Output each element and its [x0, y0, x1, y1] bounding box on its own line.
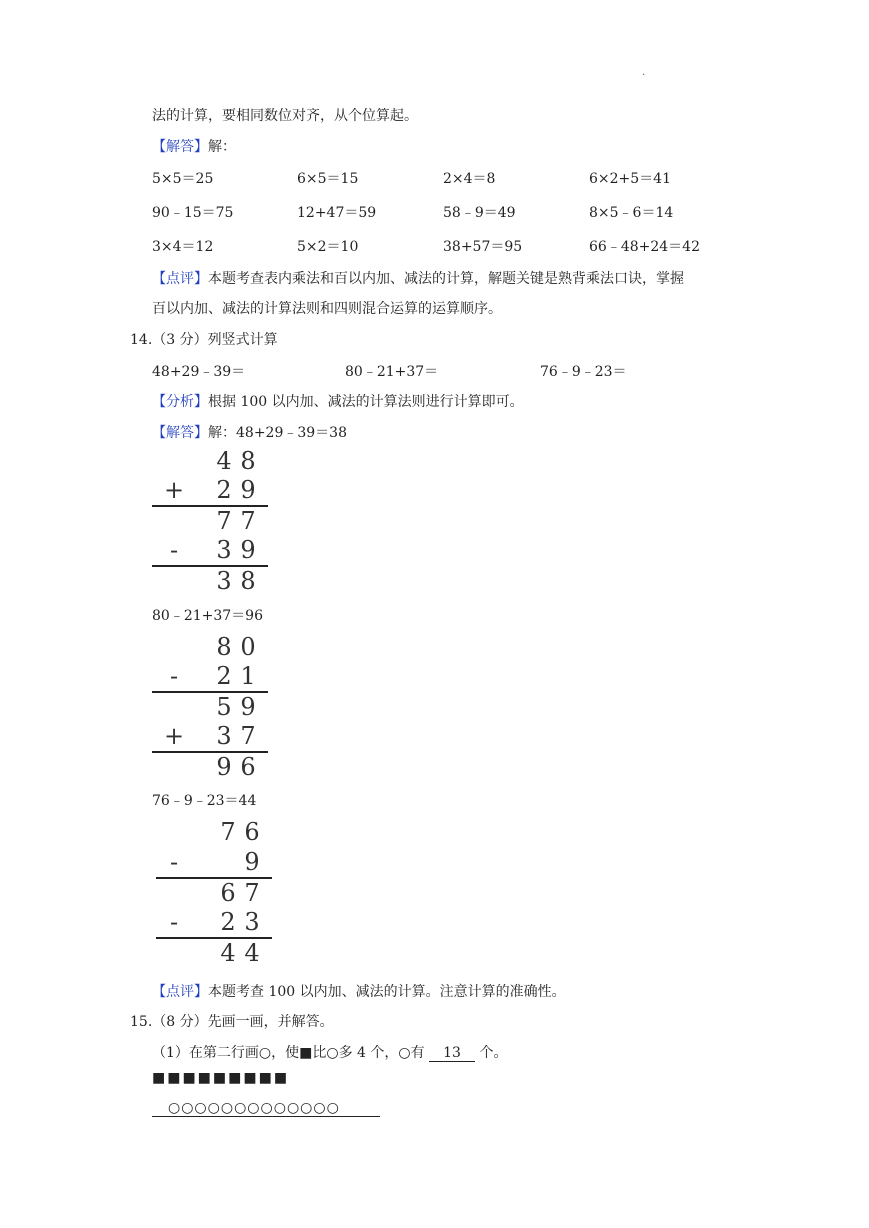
operator: -	[169, 848, 179, 876]
digit: 2	[220, 908, 236, 936]
q14-problem: 80﹣21+37＝	[345, 364, 439, 380]
digit: 7	[220, 818, 236, 846]
digit: 0	[240, 633, 256, 661]
digit: 6	[220, 879, 236, 907]
q13-comment-line2: 百以内加、减法的计算法则和四则混合运算的运算顺序。	[152, 301, 502, 317]
comment-tag: 【点评】	[152, 984, 208, 1000]
intro-line: 法的计算，要相同数位对齐，从个位算起。	[152, 108, 418, 124]
digit: 2	[216, 662, 232, 690]
operator: -	[169, 536, 179, 564]
result-cell: 6×2+5＝41	[589, 171, 671, 187]
q14-answer	[152, 422, 347, 442]
digit: 2	[216, 476, 232, 504]
q14-problem: 76﹣9﹣23＝	[540, 364, 627, 380]
q14-analysis	[152, 391, 524, 411]
digit: 3	[216, 567, 232, 595]
digit: 6	[240, 753, 256, 781]
result-cell: 58﹣9＝49	[443, 205, 516, 221]
digit: 5	[216, 693, 232, 721]
comment-tag: 【点评】	[152, 271, 208, 287]
comment-text: 本题考查 100 以内加、减法的计算。注意计算的准确性。	[208, 984, 566, 1000]
q13-comment-line1	[152, 268, 684, 288]
digit: 8	[240, 447, 256, 475]
result-cell: 38+57＝95	[443, 239, 523, 255]
circle-row: ○○○○○○○○○○○○○	[152, 1100, 380, 1117]
operator: +	[163, 476, 185, 504]
digit: 8	[240, 567, 256, 595]
result-cell: 66﹣48+24＝42	[589, 239, 700, 255]
q14-equation-3: 76﹣9﹣23＝44	[152, 793, 257, 809]
digit: 9	[240, 476, 256, 504]
sub1-suffix: 个。	[479, 1045, 508, 1061]
digit: 7	[216, 507, 232, 535]
digit: 7	[240, 722, 256, 750]
q14-equation-2: 80﹣21+37＝96	[152, 608, 263, 624]
q15-title: 15.（8 分）先画一画，并解答。	[130, 1014, 334, 1030]
q14-title: 14.（3 分）列竖式计算	[130, 332, 278, 348]
answer-text: 解：48+29﹣39＝38	[208, 425, 347, 441]
result-cell: 6×5＝15	[297, 171, 359, 187]
operator: -	[169, 662, 179, 690]
comment-text: 本题考查表内乘法和百以内加、减法的计算，解题关键是熟背乘法口诀，掌握	[208, 271, 684, 287]
answer-text: 解：	[208, 139, 236, 155]
digit: 8	[216, 633, 232, 661]
digit: 3	[216, 722, 232, 750]
vertical-calc-1	[152, 446, 272, 596]
result-cell: 5×2＝10	[297, 239, 359, 255]
result-cell: 12+47＝59	[297, 205, 377, 221]
digit: 3	[216, 536, 232, 564]
page-mark: ·	[642, 70, 646, 81]
digit: 4	[216, 447, 232, 475]
digit: 4	[220, 939, 236, 967]
answer-tag: 【解答】	[152, 425, 208, 441]
operator: -	[169, 908, 179, 936]
result-cell: 5×5＝25	[152, 171, 214, 187]
result-cell: 8×5﹣6＝14	[589, 205, 674, 221]
digit: 7	[244, 879, 260, 907]
answer-blank: 13	[429, 1045, 475, 1062]
analysis-tag: 【分析】	[152, 394, 208, 410]
square-row: ■■■■■■■■■	[152, 1070, 290, 1086]
digit: 1	[240, 662, 256, 690]
q15-sub1	[152, 1042, 508, 1062]
result-cell: 3×4＝12	[152, 239, 214, 255]
digit: 6	[244, 818, 260, 846]
q14-problem: 48+29﹣39＝	[152, 364, 246, 380]
digit: 9	[240, 536, 256, 564]
result-cell: 2×4＝8	[443, 171, 496, 187]
digit: 4	[244, 939, 260, 967]
analysis-text: 根据 100 以内加、减法的计算法则进行计算即可。	[208, 394, 524, 410]
vertical-calc-2	[152, 632, 272, 782]
vertical-calc-3	[156, 817, 276, 967]
digit: 9	[244, 848, 260, 876]
q14-comment	[152, 981, 566, 1001]
digit: 9	[216, 753, 232, 781]
result-cell: 90﹣15＝75	[152, 205, 234, 221]
digit: 3	[244, 908, 260, 936]
q13-answer-line	[152, 136, 236, 156]
operator: +	[163, 722, 185, 750]
digit: 9	[240, 693, 256, 721]
answer-tag: 【解答】	[152, 139, 208, 155]
sub1-text: （1）在第二行画○，使■比○多 4 个，○有	[152, 1045, 425, 1061]
digit: 7	[240, 507, 256, 535]
